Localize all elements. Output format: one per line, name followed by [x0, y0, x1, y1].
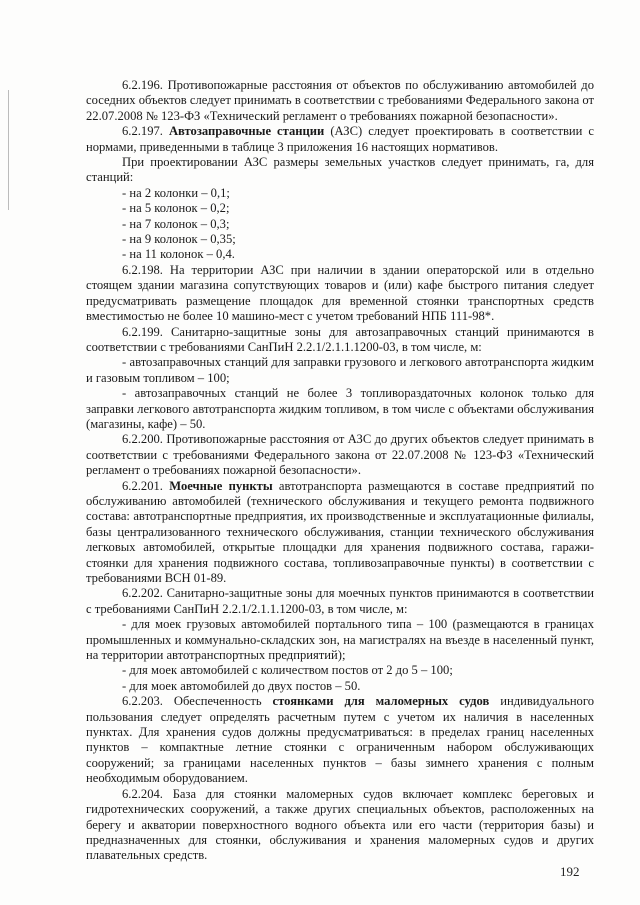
paragraph-6-2-202: 6.2.202. Санитарно-защитные зоны для моечных пунктов принимаются в соответствии с требованиями СанПиН 2.2.1/2.1.1.1200-03, в том числе, м:: [86, 586, 594, 616]
paragraph-text: автотранспорта размещаются в составе предприятий по обслуживанию автомобилей (технического обслуживания и текущего ремонта подвижного состава: автотранспортные предприятия, их производственные и эксплуатационные филиалы, базы централизованного технического обслуживания, станции технического обслуживания легковых автомобилей, открытые площадки для хранения подвижного состава, гаражи-стоянки для хранения подвижного состава, топливозаправочные пункты) в соответствии с требованиями ВСН 01-89.: [86, 478, 594, 585]
list-item: - на 11 колонок – 0,4.: [122, 247, 235, 262]
list-item: - автозаправочных станций для заправки грузового и легкового автотранспорта жидким и газовым топливом – 100;: [86, 355, 594, 385]
paragraph-number: 6.2.197.: [122, 124, 169, 139]
list-item: - для моек автомобилей до двух постов – 50.: [122, 678, 361, 693]
paragraph-6-2-204: 6.2.204. База для стоянки маломерных судов включает комплекс береговых и гидротехнических сооружений, а также других специальных объектов, расположенных на берегу и акватории поверхностного водного объекта или его части (территория базы) и предназначенных для стоянки, обслуживания и хранения маломерных судов и других плавательных средств.: [86, 786, 594, 863]
term-gas-stations: Автозаправочные станции: [168, 124, 325, 139]
document-body: [86, 78, 594, 864]
paragraph-land-size-intro: При проектировании АЗС размеры земельных участков следует принимать, га, для станций:: [86, 155, 594, 185]
list-item: - для моек автомобилей с количеством постов от 2 до 5 – 100;: [122, 663, 453, 678]
scan-margin-mark: [8, 90, 9, 210]
paragraph-6-2-200: 6.2.200. Противопожарные расстояния от АЗС до других объектов следует принимать в соответствии с требованиями Федерального закона от 22.07.2008 № 123-ФЗ «Технический регламент о требованиях пожарной безопасности».: [86, 432, 594, 478]
paragraph-number: 6.2.203. Обеспеченность: [122, 694, 273, 709]
paragraph-text: (АЗС) следует проектировать в соответствии с нормами, приведенными в таблице 3 приложения 16 настоящих нормативов.: [86, 124, 594, 154]
term-car-washes: Моечные пункты: [169, 478, 273, 493]
paragraph-6-2-198: 6.2.198. На территории АЗС при наличии в здании операторской или в отдельно стоящем здании магазина сопутствующих товаров и (или) кафе быстрого питания следует предусматривать размещение площадок для временной стоянки транспортных средств вместимостью не более 10 машино-мест с учетом требований НПБ 111-98*.: [86, 262, 594, 324]
list-item: - для моек грузовых автомобилей портального типа – 100 (размещаются в границах промышленных и коммунально-складских зон, на магистралях на въезде в населенный пункт, на территории автотранспортных предприятий);: [86, 617, 594, 663]
paragraph-6-2-199: 6.2.199. Санитарно-защитные зоны для автозаправочных станций принимаются в соответствии с требованиями СанПиН 2.2.1/2.1.1.1200-03, в том числе, м:: [86, 324, 594, 354]
paragraph-number: 6.2.201.: [122, 478, 170, 493]
list-item: - на 7 колонок – 0,3;: [122, 216, 230, 231]
page-number: 192: [560, 864, 580, 879]
paragraph-6-2-201: [86, 479, 594, 587]
list-item: - на 9 колонок – 0,35;: [122, 232, 236, 247]
term-small-vessel-parking: стоянками для маломерных судов: [272, 694, 490, 709]
paragraph-6-2-203: [86, 694, 594, 786]
list-item: - на 2 колонки – 0,1;: [122, 185, 230, 200]
paragraph-6-2-197: [86, 124, 594, 155]
list-item: - автозаправочных станций не более 3 топливораздаточных колонок только для заправки легкового автотранспорта жидким топливом, в том числе с объектами обслуживания (магазины, кафе) – 50.: [86, 386, 594, 431]
list-item: - на 5 колонок – 0,2;: [122, 201, 230, 216]
paragraph-text: индивидуального пользования следует определять расчетным путем с учетом их наличия в населенных пунктах. Для хранения судов должны предусматриваться: в пределах границ населенных пунктов – компактные летние стоянки с ограниченным набором обслуживающих сооружений; за границами населенных пунктов – базы зимнего хранения с полным необходимым оборудованием.: [86, 694, 595, 786]
paragraph-6-2-196: 6.2.196. Противопожарные расстояния от объектов по обслуживанию автомобилей до соседних объектов следует принимать в соответствии с требованиями Федерального закона от 22.07.2008 № 123-ФЗ «Технический регламент о требованиях пожарной безопасности».: [86, 78, 594, 123]
